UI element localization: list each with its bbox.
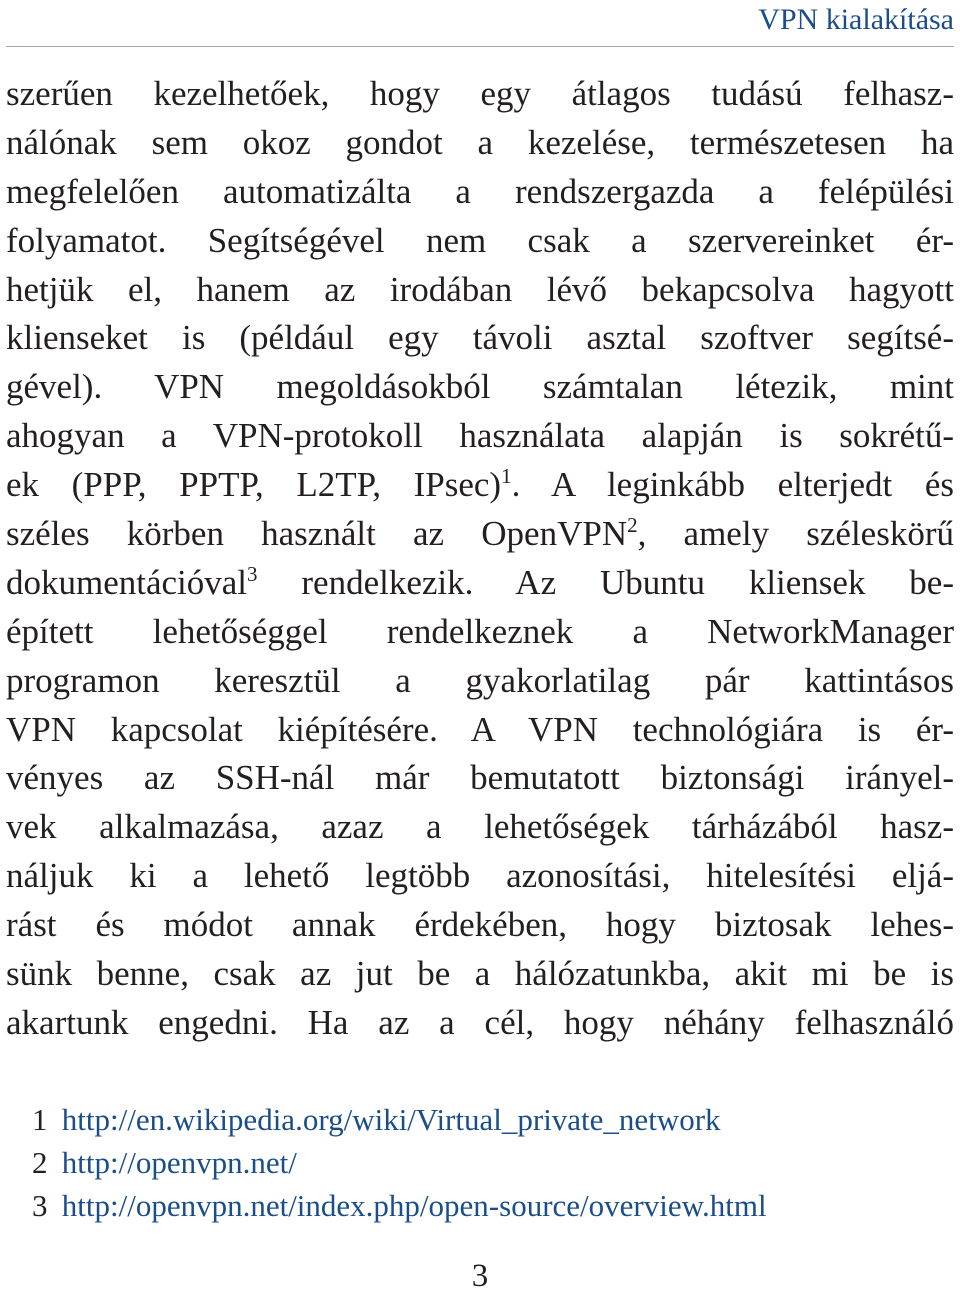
footnote-link[interactable]: http://en.wikipedia.org/wiki/Virtual_private_network bbox=[61, 1102, 721, 1137]
text-segment: gével). VPN megoldásokból számtalan létezik, mint bbox=[6, 367, 954, 407]
text-segment: . A leginkább elterjedt és bbox=[511, 465, 954, 505]
text-segment: vek alkalmazása, azaz a lehetőségek tárházából hasz- bbox=[6, 807, 954, 847]
running-header: VPN kialakítása bbox=[758, 3, 954, 36]
text-line bbox=[6, 363, 954, 412]
text-line bbox=[6, 510, 954, 559]
text-line bbox=[6, 314, 954, 363]
footnote-item bbox=[32, 1098, 767, 1141]
footnote-number: 2 bbox=[32, 1145, 48, 1180]
footnotes bbox=[32, 1098, 767, 1227]
text-segment: megfelelően automatizálta a rendszergazda a felépülési bbox=[6, 171, 954, 211]
text-line bbox=[6, 901, 954, 950]
text-line bbox=[6, 217, 954, 266]
text-line bbox=[6, 950, 954, 999]
text-segment: VPN kapcsolat kiépítésére. A VPN technológiára is ér- bbox=[6, 709, 954, 749]
text-segment: vényes az SSH-nál már bemutatott biztonsági irányel- bbox=[6, 758, 954, 798]
footnote-item bbox=[32, 1141, 767, 1184]
footnote-number: 1 bbox=[32, 1102, 48, 1137]
header-divider bbox=[6, 46, 954, 47]
text-line bbox=[6, 803, 954, 852]
text-line bbox=[6, 852, 954, 901]
footnote-number: 3 bbox=[32, 1188, 48, 1223]
text-line bbox=[6, 412, 954, 461]
text-line bbox=[6, 70, 954, 119]
text-line bbox=[6, 461, 954, 510]
text-segment: klienseket is (például egy távoli asztal szoftver segítsé- bbox=[6, 318, 954, 358]
text-segment: rendelkezik. Az Ubuntu kliensek be- bbox=[257, 562, 954, 602]
text-line bbox=[6, 608, 954, 657]
text-segment: szerűen kezelhetőek, hogy egy átlagos tudású felhasz- bbox=[6, 74, 954, 113]
text-segment: folyamatot. Segítségével nem csak a szervereinket ér- bbox=[6, 220, 954, 260]
footnote-link[interactable]: http://openvpn.net/ bbox=[61, 1145, 297, 1180]
text-segment: nálónak sem okoz gondot a kezelése, természetesen ha bbox=[6, 122, 954, 162]
text-segment: akartunk engedni. Ha az a cél, hogy néhány felhasználó bbox=[6, 1002, 954, 1042]
text-segment: széles körben használt az OpenVPN bbox=[6, 514, 628, 554]
footnote-item bbox=[32, 1184, 767, 1227]
text-segment: sünk benne, csak az jut be a hálózatunkba, akit mi be is bbox=[6, 954, 954, 994]
page-number: 3 bbox=[471, 1258, 489, 1294]
text-segment: náljuk ki a lehető legtöbb azonosítási, hitelesítési eljá- bbox=[6, 856, 954, 896]
text-segment: rást és módot annak érdekében, hogy biztosak lehes- bbox=[6, 905, 954, 945]
text-segment: dokumentációval bbox=[6, 562, 248, 602]
text-line bbox=[6, 706, 954, 755]
text-line bbox=[6, 119, 954, 168]
text-segment: , amely széleskörű bbox=[637, 514, 954, 554]
text-segment: programon keresztül a gyakorlatilag pár kattintásos bbox=[6, 660, 954, 700]
footnote-marker[interactable]: 3 bbox=[247, 561, 258, 586]
text-segment: épített lehetőséggel rendelkeznek a NetworkManager bbox=[6, 611, 954, 651]
text-line bbox=[6, 999, 954, 1048]
text-line bbox=[6, 559, 954, 608]
text-segment: ek (PPP, PPTP, L2TP, IPsec) bbox=[6, 465, 502, 505]
text-line bbox=[6, 657, 954, 706]
text-segment: hetjük el, hanem az irodában lévő bekapcsolva hagyott bbox=[6, 269, 954, 309]
text-line bbox=[6, 266, 954, 315]
text-line bbox=[6, 168, 954, 217]
footnote-marker[interactable]: 1 bbox=[501, 464, 512, 489]
text-segment: ahogyan a VPN-protokoll használata alapján is sokrétű- bbox=[6, 416, 954, 456]
text-line bbox=[6, 754, 954, 803]
body-paragraph bbox=[6, 70, 954, 1048]
footnote-marker[interactable]: 2 bbox=[627, 513, 638, 538]
footnote-link[interactable]: http://openvpn.net/index.php/open-source/overview.html bbox=[61, 1188, 767, 1223]
